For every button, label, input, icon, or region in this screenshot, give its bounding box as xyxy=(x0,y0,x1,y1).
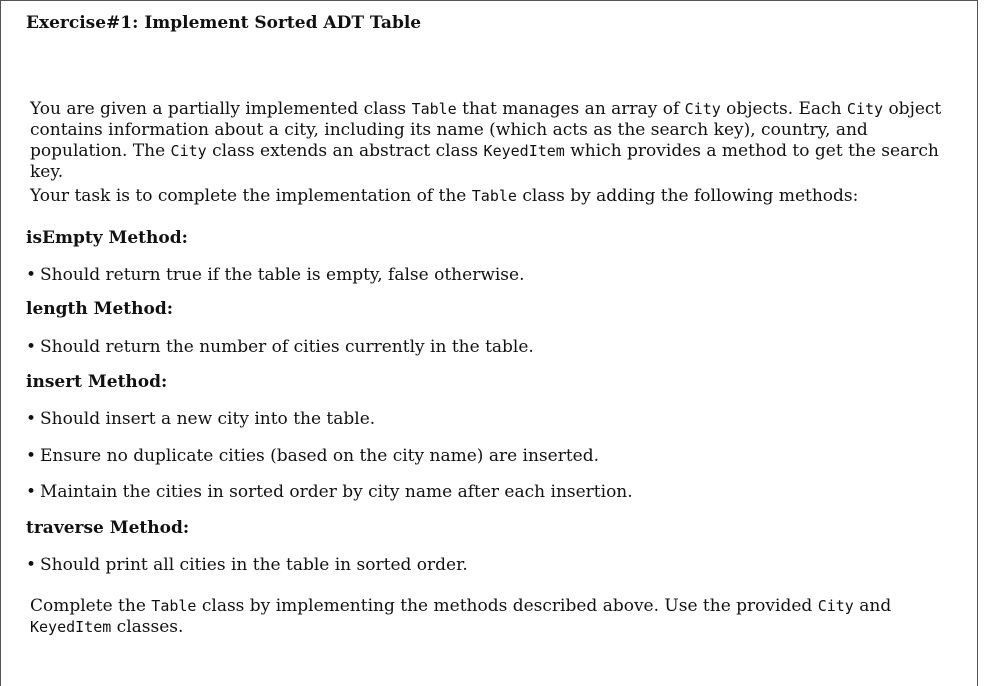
bullet-dot: • xyxy=(26,409,37,429)
bullet-text: Maintain the cities in sorted order by city name after each insertion. xyxy=(40,482,633,502)
intro-text-5: class extends an abstract class xyxy=(206,141,484,161)
heading-length: length Method: xyxy=(26,299,173,319)
code-table: Table xyxy=(151,597,197,615)
code-city: City xyxy=(170,142,207,160)
code-keyeditem: KeyedItem xyxy=(30,618,112,636)
code-city: City xyxy=(846,100,884,118)
code-table: Table xyxy=(411,100,457,118)
bullet-item xyxy=(26,482,633,502)
closing-text-4: classes. xyxy=(111,617,184,637)
bullet-text: Should insert a new city into the table. xyxy=(40,409,376,429)
intro-text-1: You are given a partially implemented class xyxy=(30,99,412,119)
bullet-text: Should return the number of cities currently in the table. xyxy=(40,337,534,357)
intro-text-2: that manages an array of xyxy=(456,99,685,119)
code-city: City xyxy=(817,597,854,615)
bullet-dot: • xyxy=(26,555,37,575)
task-paragraph xyxy=(30,186,970,207)
bullet-text: Should print all cities in the table in sorted order. xyxy=(40,555,468,575)
code-city: City xyxy=(684,100,721,118)
heading-insert: insert Method: xyxy=(26,372,168,392)
code-keyeditem: KeyedItem xyxy=(483,142,565,160)
bullet-dot: • xyxy=(26,446,37,466)
task-text-1: Your task is to complete the implementation of the xyxy=(30,186,472,206)
closing-text-3: and xyxy=(853,596,892,616)
closing-text-1: Complete the xyxy=(30,596,152,616)
bullet-dot: • xyxy=(26,265,37,285)
bullet-item xyxy=(26,337,534,357)
bullet-dot: • xyxy=(26,337,37,357)
bullet-item xyxy=(26,409,375,429)
task-text-2: class by adding the following methods: xyxy=(516,186,859,206)
closing-text-2: class by implementing the methods described above. Use the provided xyxy=(196,596,818,616)
intro-text-3: objects. Each xyxy=(720,99,847,119)
exercise-title: Exercise#1: Implement Sorted ADT Table xyxy=(26,13,422,33)
bullet-text: Should return true if the table is empty, false otherwise. xyxy=(40,265,525,285)
bullet-item xyxy=(26,555,468,575)
bullet-item xyxy=(26,446,599,466)
intro-paragraph xyxy=(30,99,970,183)
intro-text-4: object contains information about a city, including its name (which acts as the search key), country, and population. The xyxy=(30,99,942,161)
heading-isempty: isEmpty Method: xyxy=(26,228,188,248)
heading-traverse: traverse Method: xyxy=(26,518,190,538)
bullet-text: Ensure no duplicate cities (based on the city name) are inserted. xyxy=(40,446,600,466)
closing-paragraph xyxy=(30,596,970,638)
intro-text-6: which provides a method to get the search key. xyxy=(30,141,939,182)
bullet-dot: • xyxy=(26,482,37,502)
bullet-item xyxy=(26,265,525,285)
code-table: Table xyxy=(471,187,517,205)
